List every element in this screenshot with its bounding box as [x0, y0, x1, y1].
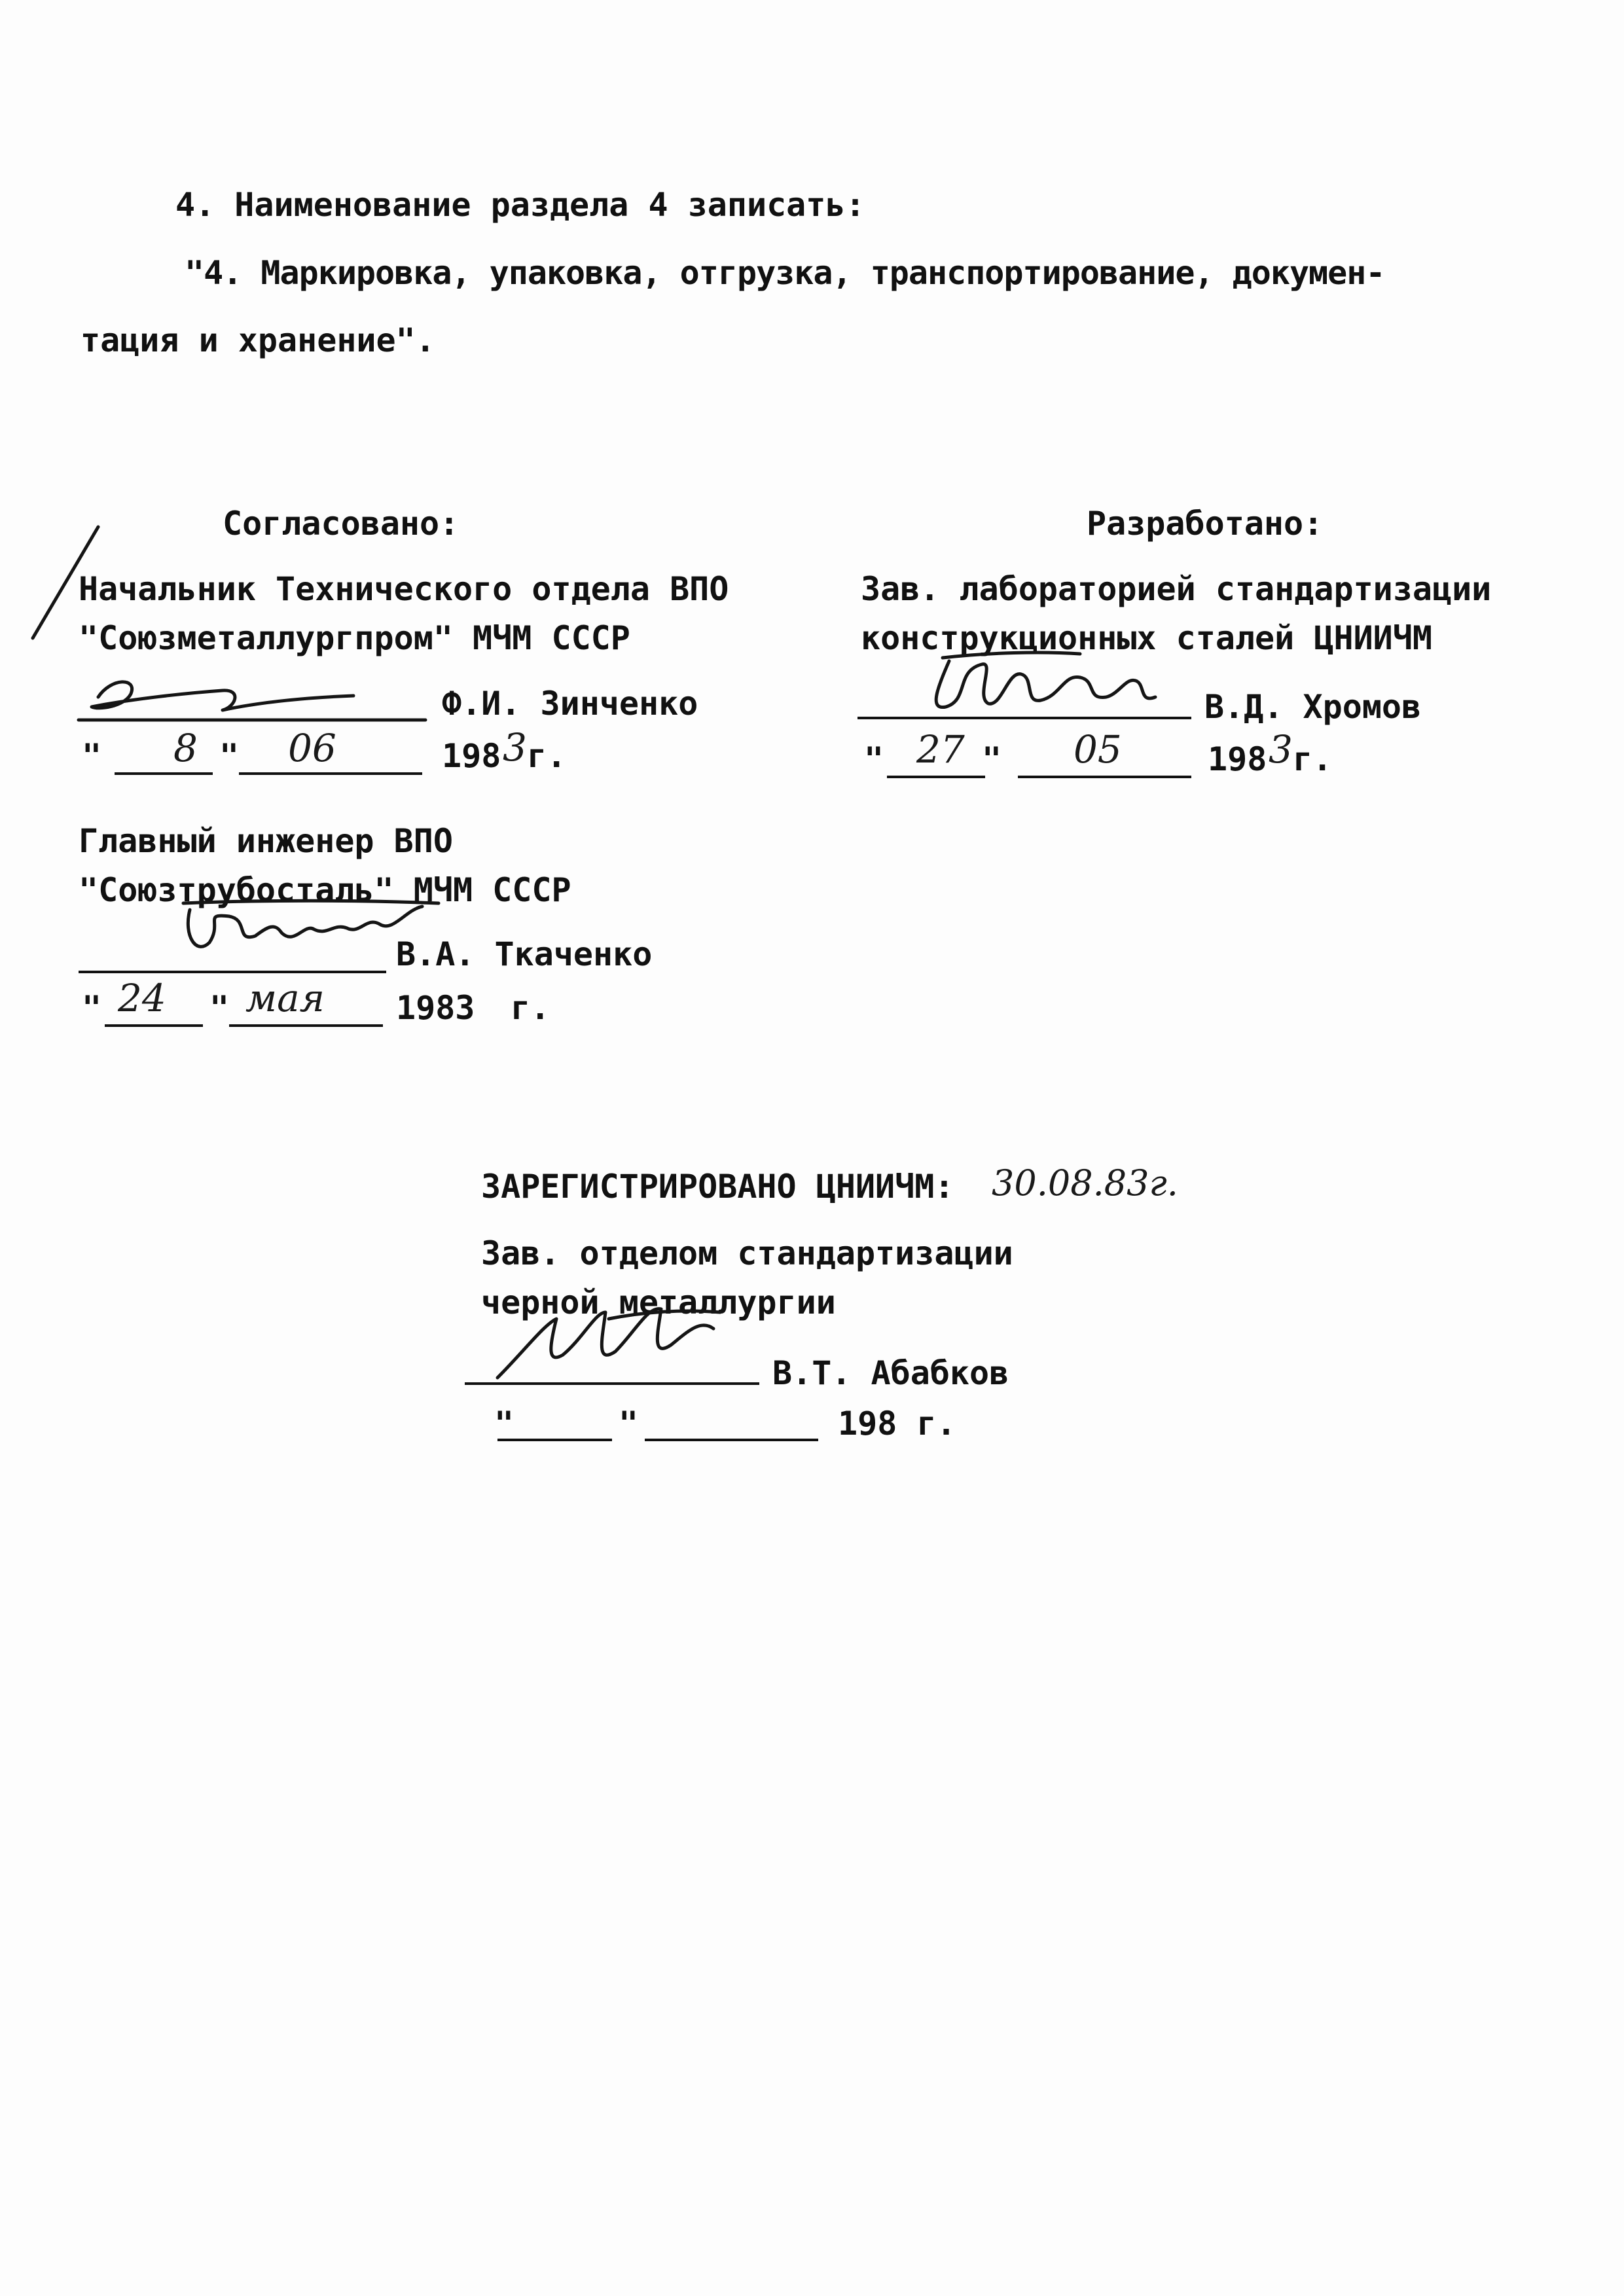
registered-month-line — [645, 1439, 818, 1441]
developed-month-line — [1018, 776, 1191, 778]
item4-line2: "4. Маркировка, упаковка, отгрузка, транспортирование, докумен- — [185, 254, 1385, 292]
developed-year-suffix: г. — [1293, 740, 1333, 778]
agreed-block1-day: 8 — [173, 726, 198, 770]
developed-line1: Зав. лабораторией стандартизации — [861, 570, 1492, 608]
agreed-block2-quote-open: " — [82, 989, 102, 1027]
developed-name: В.Д. Хромов — [1204, 688, 1422, 726]
agreed-block2-year: 1983 — [396, 989, 475, 1027]
agreed-block2-name: В.А. Ткаченко — [396, 935, 653, 973]
registered-year: 198 г. — [838, 1405, 956, 1443]
registered-quote-open: " — [494, 1405, 514, 1443]
registered-quote-close: " — [619, 1405, 639, 1443]
agreed-heading: Согласовано: — [223, 505, 460, 543]
signature-zinchenko — [72, 671, 439, 730]
agreed-block2-sign-line — [79, 971, 386, 973]
agreed-block2-month: мая — [245, 976, 325, 1020]
agreed-block1-line2: "Союзметаллургпром" МЧМ СССР — [79, 619, 630, 657]
registered-name: В.Т. Абабков — [772, 1354, 1009, 1392]
developed-year-hand: 3 — [1269, 727, 1293, 772]
agreed-block1-year-suffix: г. — [527, 737, 567, 775]
agreed-block1-line1: Начальник Технического отдела ВПО — [79, 570, 729, 608]
registered-label: ЗАРЕГИСТРИРОВАНО ЦНИИЧМ: — [481, 1168, 954, 1206]
registered-sign-line — [465, 1382, 759, 1385]
developed-day: 27 — [916, 727, 965, 772]
agreed-block1-year-printed: 198 — [442, 737, 501, 775]
developed-sign-line — [857, 717, 1191, 719]
agreed-block1-quote-open: " — [82, 737, 102, 775]
developed-month: 05 — [1074, 727, 1122, 772]
agreed-block2-year-suffix: г. — [511, 989, 550, 1027]
signature-ababkov — [484, 1293, 746, 1391]
registered-date: 30.08.83г. — [992, 1162, 1178, 1204]
item4-line1: 4. Наименование раздела 4 записать: — [175, 186, 865, 224]
agreed-block2-line2: "Союзтрубосталь" МЧМ СССР — [79, 871, 571, 909]
agreed-block1-month-line — [239, 772, 422, 775]
developed-quote-close: " — [982, 740, 1002, 778]
item4-line3: тация и хранение". — [81, 321, 435, 359]
agreed-block2-month-line — [229, 1024, 383, 1027]
agreed-block2-line1: Главный инженер ВПО — [79, 822, 453, 860]
agreed-block2-day-line — [105, 1024, 203, 1027]
registered-line2: черной металлургии — [481, 1283, 836, 1321]
agreed-block2-quote-close: " — [209, 989, 230, 1027]
registered-line1: Зав. отделом стандартизации — [481, 1234, 1013, 1272]
developed-day-line — [887, 776, 985, 778]
developed-quote-open: " — [864, 740, 884, 778]
agreed-block2-day: 24 — [118, 976, 166, 1020]
developed-line2: конструкционных сталей ЦНИИЧМ — [861, 619, 1432, 657]
agreed-block1-year-hand: 3 — [503, 725, 527, 770]
registered-day-line — [497, 1439, 612, 1441]
agreed-block1-day-line — [115, 772, 213, 775]
agreed-block1-name: Ф.И. Зинченко — [442, 685, 698, 723]
agreed-block1-month: 06 — [288, 726, 336, 770]
developed-heading: Разработано: — [1087, 505, 1324, 543]
developed-year-printed: 198 — [1208, 740, 1267, 778]
agreed-block1-quote-close: " — [219, 737, 240, 775]
